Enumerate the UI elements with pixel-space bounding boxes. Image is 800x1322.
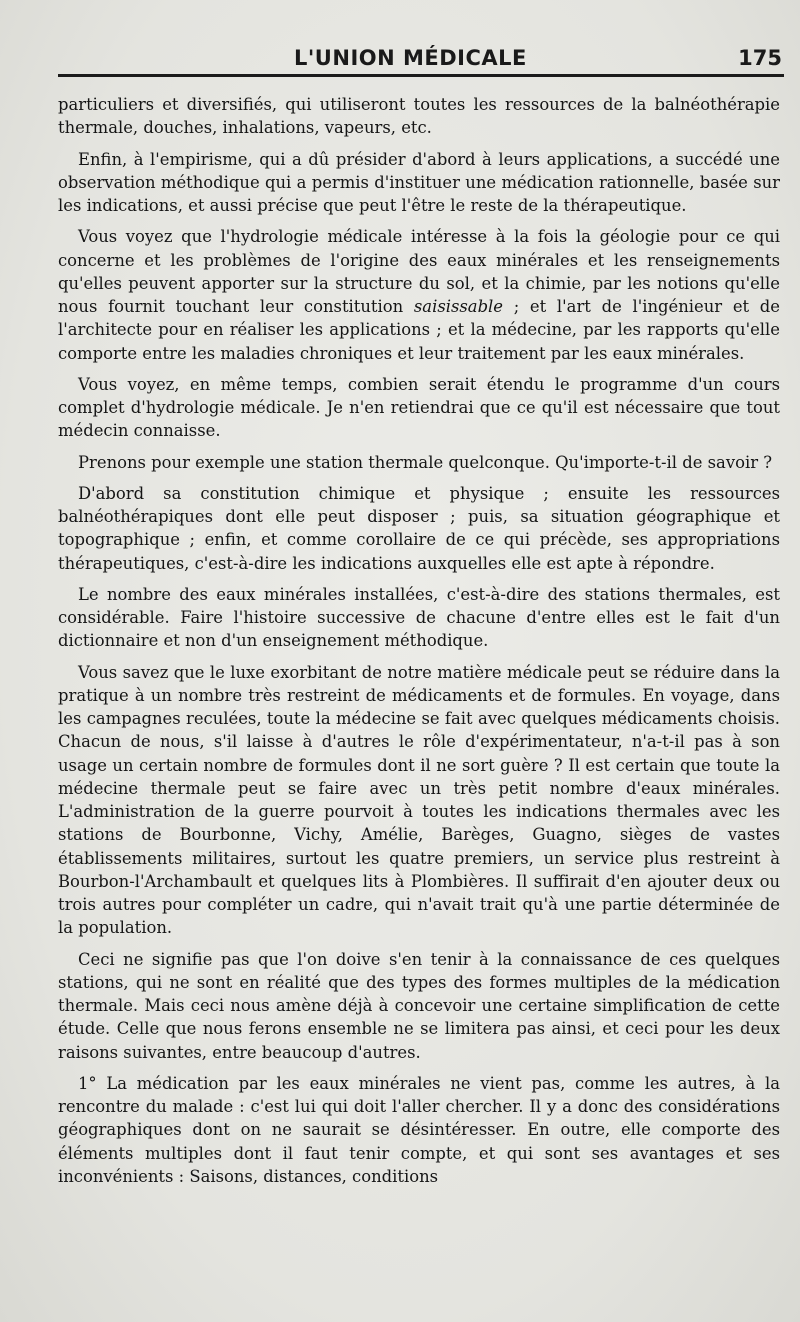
paragraph-numbered: 1° La médication par les eaux minérales ne vient pas, comme les autres, à la rencontre du malade : c'est lui qui doit l'aller chercher. Il y a donc des considérations géographiques dont on ne saurait se désintéresser. En outre, elle comporte des éléments multiples dont il faut tenir compte, et qui sont ses avantages et ses inconvénients : Saisons, distances, conditions [58, 1073, 780, 1186]
page-number: 175 [738, 46, 782, 70]
paragraph: D'abord sa constitution chimique et physique ; ensuite les ressources balnéothérapiques dont elle peut disposer ; puis, sa situation géographique et topographique ; enfin, et comme corollaire de ce qui précède, ses appropriations thérapeutiques, c'est-à-dire les indications auxquelles elle est apte à répondre. [58, 483, 780, 573]
paragraph: Enfin, à l'empirisme, qui a dû présider d'abord à leurs applications, a succédé une observation méthodique qui a permis d'instituer une médication rationnelle, basée sur les indications, et aussi précise que peut l'être le reste de la thérapeutique. [58, 149, 780, 215]
header-rule [58, 74, 784, 77]
body-text [58, 93, 780, 1188]
paragraph-text: ; et l'art de l'ingénieur et de l'architecte pour en réaliser les applications ; et la médecine, par les rapports qu'elle comporte entre les maladies chroniques et leur traitement par les eaux minérales. [58, 297, 781, 363]
paragraph: Le nombre des eaux minérales installées, c'est-à-dire des stations thermales, est considérable. Faire l'histoire successive de chacune d'entre elles est le fait d'un dictionnaire et non d'un enseignement méthodique. [58, 584, 780, 651]
paragraph: Prenons pour exemple une station thermale quelconque. Qu'importe-t-il de savoir ? [78, 452, 773, 472]
page-header [58, 40, 784, 74]
paragraph: Vous savez que le luxe exorbitant de notre matière médicale peut se réduire dans la pratique à un nombre très restreint de médicaments et de formules. En voyage, dans les campagnes reculées, toute la médecine se fait avec quelques médicaments choisis. Chacun de nous, s'il laisse à d'autres le rôle d'expérimentateur, n'a-t-il pas à son usage un certain nombre de formules dont il ne sort guère ? Il est certain que toute la médecine thermale peut se faire avec un très petit nombre d'eaux minérales. L'administration de la guerre pourvoit à toutes les indications thermales avec les stations de Bourbonne, Vichy, Amélie, Barèges, Guagno, sièges de vastes établissements militaires, surtout les quatre premiers, un service plus restreint à Bourbon-l'Archambault et quelques lits à Plombières. Il suffirait d'en ajouter deux ou trois autres pour compléter un cadre, qui n'avait trait qu'à une partie déterminée de la population. [58, 662, 780, 938]
paragraph-continued: particuliers et diversifiés, qui utiliseront toutes les ressources de la balnéothérapie thermale, douches, inhalations, vapeurs, etc. [58, 95, 780, 138]
paragraph: Ceci ne signifie pas que l'on doive s'en tenir à la connaissance de ces quelques stations, qui ne sont en réalité que des types des formes multiples de la médication thermale. Mais ceci nous amène déjà à concevoir une certaine simplification de cette étude. Celle que nous ferons ensemble ne se limitera pas ainsi, et ceci pour les deux raisons suivantes, entre beaucoup d'autres. [58, 949, 780, 1062]
paragraph-text: Vous voyez que l'hydrologie médicale intéresse à la fois la géologie pour ce qui concerne et les problèmes de l'origine des eaux minérales et les renseignements qu'elles peuvent apporter sur la structure du sol, et la chimie, par les notions qu'elle nous fournit touchant leur constitution [58, 227, 780, 316]
paragraph: Vous voyez, en même temps, combien serait étendu le programme d'un cours complet d'hydrologie médicale. Je n'en retiendrai que ce qu'il est nécessaire que tout médecin connaisse. [58, 374, 780, 441]
paragraph-hydrologie [58, 225, 780, 365]
italic-term: saisissable [413, 297, 503, 316]
running-title: L'UNION MÉDICALE [294, 46, 527, 70]
